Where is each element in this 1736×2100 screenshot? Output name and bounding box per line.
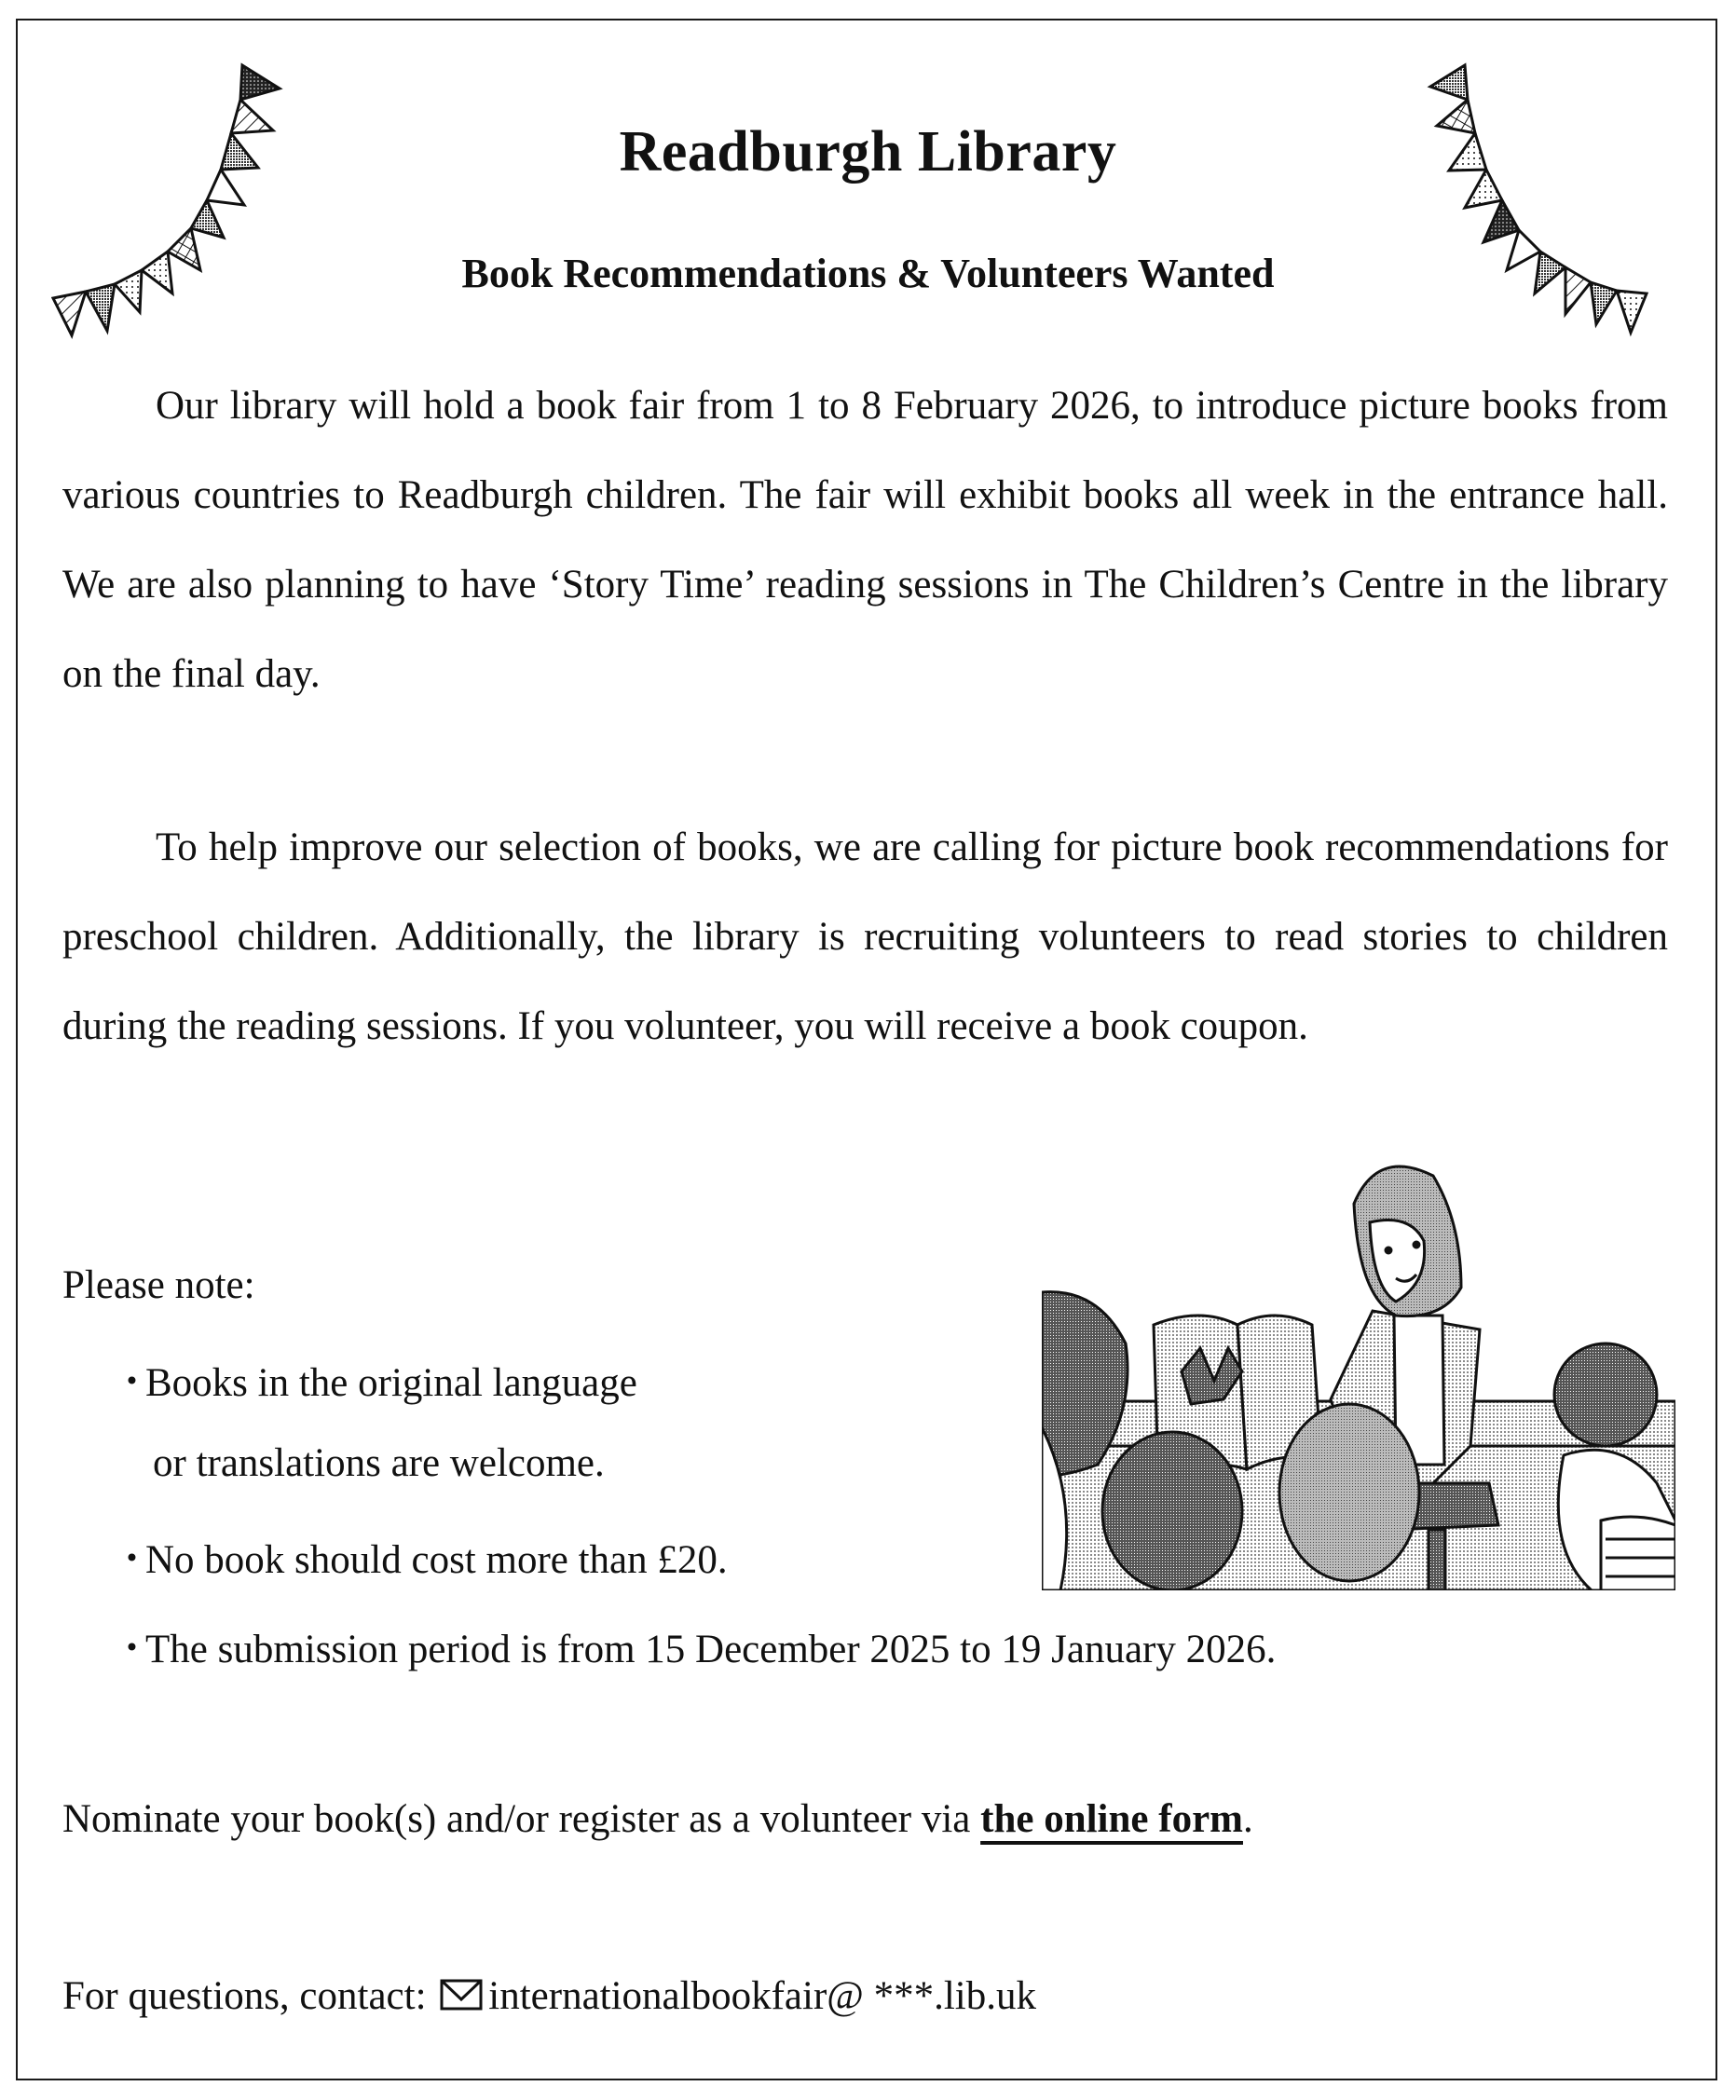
- contact-label: For questions, contact:: [62, 1974, 437, 2018]
- online-form-link[interactable]: the online form: [980, 1797, 1243, 1841]
- note-item-text: Books in the original language: [145, 1361, 637, 1405]
- call-to-action: [62, 1796, 1253, 1842]
- intro-paragraph-text: Our library will hold a book fair from 1 to 8 February 2026, to introduce picture books from various countries to Readburgh children. The fair will exhibit books all week in the entrance hall. We are also planning to have ‘Story Time’ reading sessions in The Children’s Centre in the library on the final day.: [62, 384, 1668, 696]
- note-item-text: The submission period is from 15 December 2025 to 19 January 2026.: [145, 1628, 1277, 1671]
- page-subtitle: Book Recommendations & Volunteers Wanted: [461, 251, 1275, 296]
- mail-icon: [440, 1979, 483, 2011]
- cta-prefix: Nominate your book(s) and/or register as a volunteer via: [62, 1797, 981, 1841]
- note-item: [112, 1617, 1276, 1674]
- note-item-text: No book should cost more than £20.: [145, 1538, 728, 1582]
- notes-heading: Please note:: [62, 1263, 255, 1307]
- intro-paragraph: [62, 361, 1668, 719]
- contact-email[interactable]: internationalbookfair@ ***.lib.uk: [488, 1974, 1037, 2018]
- contact-line: [62, 1973, 1036, 2019]
- bullet-icon: ・: [112, 1538, 152, 1582]
- storytime-illustration-icon: [1042, 1148, 1675, 1590]
- bunting-left-icon: [51, 61, 294, 340]
- page-title: Readburgh Library: [619, 120, 1117, 184]
- note-item: [112, 1351, 637, 1408]
- bullet-icon: ・: [112, 1628, 152, 1671]
- recruit-paragraph-text: To help improve our selection of books, we are calling for picture book recommendations for preschool children. Additionally, the library is recruiting volunteers to read stories to children during the reading sessions. If you volunteer, you will receive a book coupon.: [62, 825, 1668, 1048]
- cta-suffix: .: [1242, 1797, 1253, 1841]
- recruit-paragraph: [62, 803, 1668, 1071]
- bunting-right-icon: [1393, 61, 1673, 340]
- bullet-icon: ・: [112, 1361, 152, 1405]
- note-item-continuation: or translations are welcome.: [153, 1441, 605, 1485]
- note-item: [112, 1528, 728, 1585]
